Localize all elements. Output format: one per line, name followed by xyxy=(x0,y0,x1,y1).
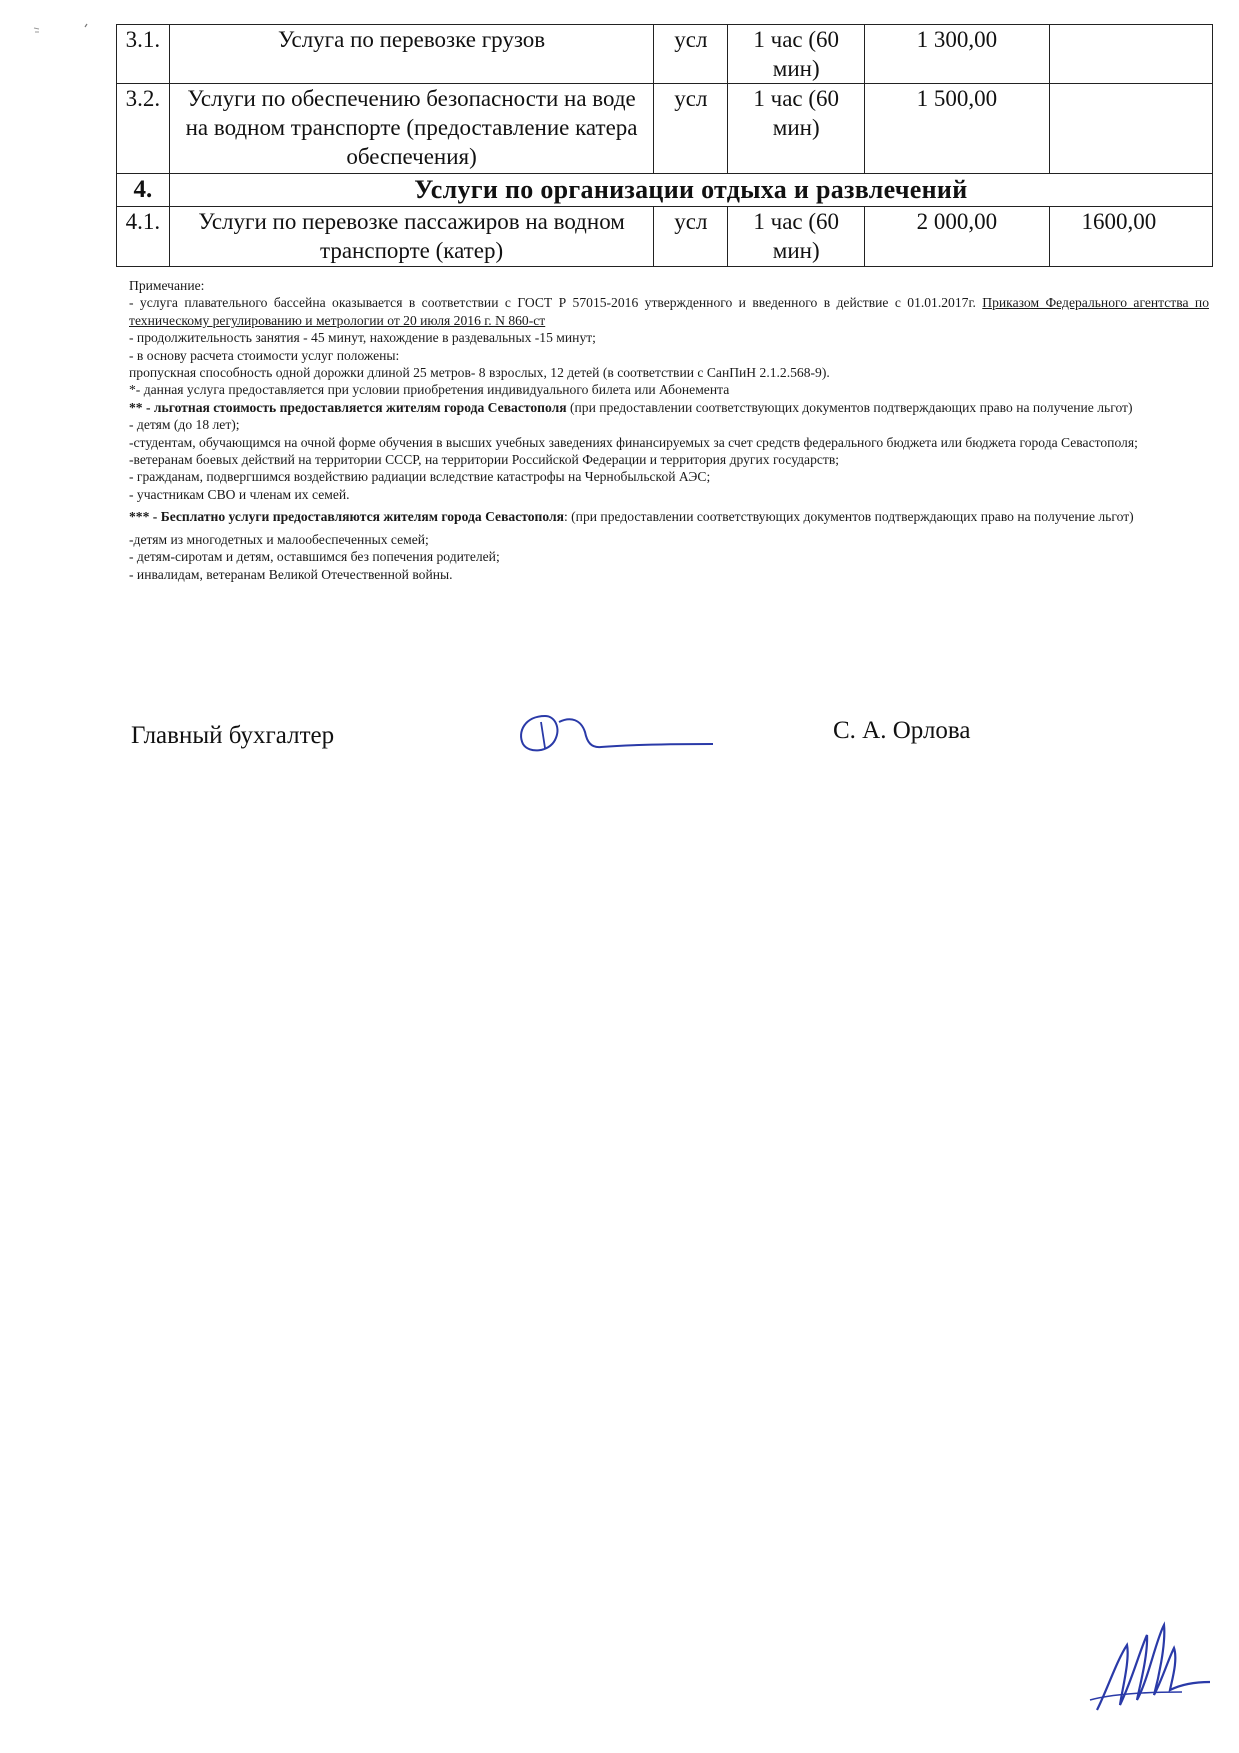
table-row xyxy=(117,25,1213,84)
section-number: 4. xyxy=(117,174,170,207)
note-veterans: -ветеранам боевых действий на территории СССР, на территории Российской Федерации и территория других государств; xyxy=(129,452,840,468)
notes-block xyxy=(129,277,1209,583)
row-number: 4.1. xyxy=(117,207,170,267)
note-order-link: Приказом Федерального агентства по техническому регулированию и метрологии от 20 июля 2016 г. N 860-ст xyxy=(129,295,1209,328)
duration: 1 час (60 мин) xyxy=(728,84,865,174)
price-discount xyxy=(1049,84,1212,174)
service-name: Услуги по обеспечению безопасности на воде на водном транспорте (предоставление катера обеспечения) xyxy=(169,84,654,174)
price: 1 500,00 xyxy=(865,84,1049,174)
note-svo: - участникам СВО и членам их семей. xyxy=(129,486,350,502)
scan-specks xyxy=(30,20,100,40)
price-discount xyxy=(1049,25,1212,84)
table-row xyxy=(117,207,1213,267)
duration: 1 час (60 мин) xyxy=(728,207,865,267)
row-number: 3.2. xyxy=(117,84,170,174)
handwritten-signature xyxy=(515,702,715,762)
unit: усл xyxy=(654,207,728,267)
note-large-families: -детям из многодетных и малообеспеченных семей; xyxy=(129,531,429,547)
note-free-text: : (при предоставлении соответствующих документов подтверждающих право на получение льгот) xyxy=(563,509,1134,525)
section-title: Услуги по организации отдыха и развлечений xyxy=(169,174,1212,207)
duration: 1 час (60 мин) xyxy=(728,25,865,84)
service-name: Услуга по перевозке грузов xyxy=(169,25,654,84)
signer-role: Главный бухгалтер xyxy=(131,722,335,749)
unit: усл xyxy=(654,25,728,84)
table-row xyxy=(117,84,1213,174)
section-row xyxy=(117,174,1213,207)
tariff-table xyxy=(116,24,1213,267)
note-duration: - продолжительность занятия - 45 минут, нахождение в раздевальных -15 минут; xyxy=(129,330,596,346)
initials-mark xyxy=(1082,1600,1212,1720)
note-orphans: - детям-сиротам и детям, оставшимся без попечения родителей; xyxy=(129,549,500,565)
note-gost xyxy=(129,294,1209,329)
row-number: 3.1. xyxy=(117,25,170,84)
price: 2 000,00 xyxy=(865,207,1049,267)
tariff-table-container xyxy=(116,24,1213,267)
notes-heading: Примечание: xyxy=(129,278,205,293)
price-discount: 1600,00 xyxy=(1049,207,1212,267)
note-gost-text: - услуга плавательного бассейна оказывается в соответствии с ГОСТ Р 57015-2016 утвержденного и введенного в действие с 01.01.2017г. xyxy=(129,295,983,311)
note-discount-text: (при предоставлении соответствующих документов подтверждающих право на получение льгот) xyxy=(566,399,1133,415)
price: 1 300,00 xyxy=(865,25,1049,84)
note-chernobyl: - гражданам, подвергшимся воздействию радиации вследствие катастрофы на Чернобыльской АЭС; xyxy=(129,469,711,485)
note-students: -студентам, обучающимся на очной форме обучения в высших учебных заведениях финансируемых за счет средств федерального бюджета или бюджета города Севастополя; xyxy=(129,434,1138,450)
note-discount xyxy=(129,399,1209,416)
note-free-bold: *** - Бесплатно услуги предоставляются жителям города Севастополя xyxy=(129,509,564,525)
note-individual-ticket: *- данная услуга предоставляется при условии приобретения индивидуального билета или Абонемента xyxy=(129,382,730,398)
note-disabled: - инвалидам, ветеранам Великой Отечественной войны. xyxy=(129,566,453,582)
note-free xyxy=(129,508,1209,525)
signer-name: С. А. Орлова xyxy=(833,717,971,744)
note-discount-bold: ** - льготная стоимость предоставляется жителям города Севастополя xyxy=(129,399,567,415)
unit: усл xyxy=(654,84,728,174)
service-name: Услуги по перевозке пассажиров на водном транспорте (катер) xyxy=(169,207,654,267)
note-capacity: пропускная способность одной дорожки длиной 25 метров- 8 взрослых, 12 детей (в соответствии с СанПиН 2.1.2.568-9). xyxy=(129,365,830,381)
note-children: - детям (до 18 лет); xyxy=(129,417,240,433)
note-basis: - в основу расчета стоимости услуг положены: xyxy=(129,347,400,363)
